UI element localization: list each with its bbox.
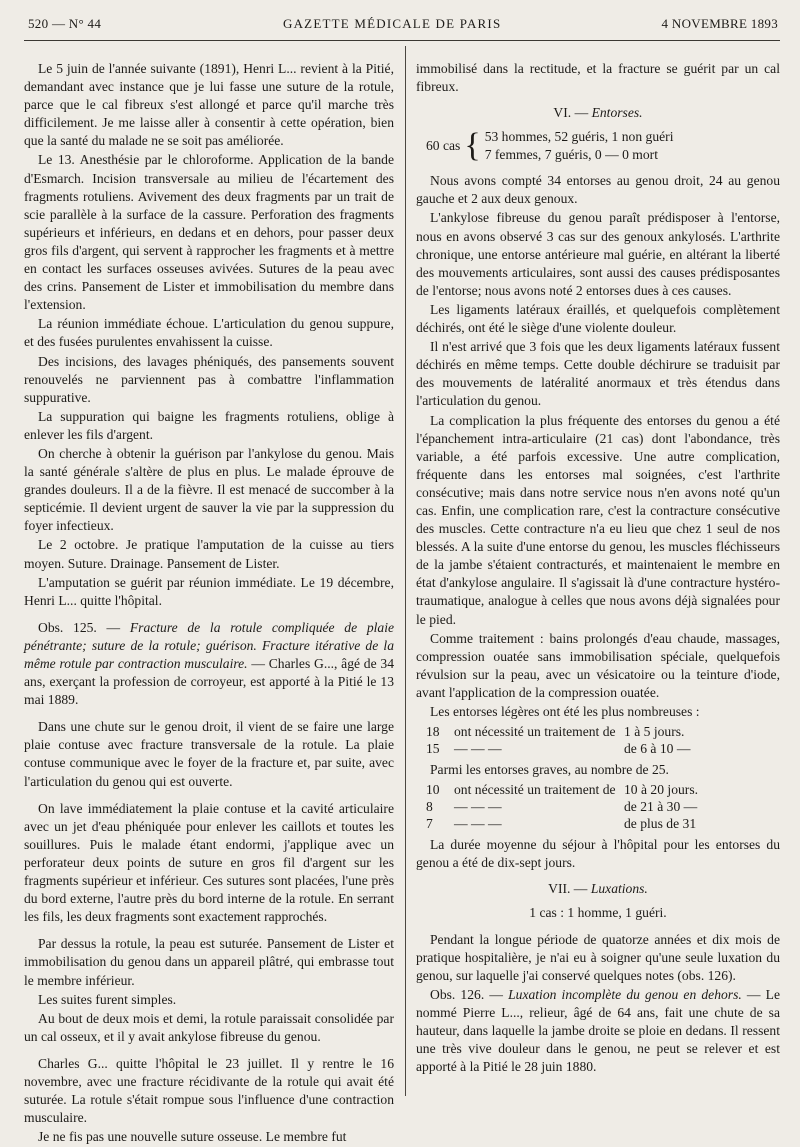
page-number: 520 — N° 44 [28,16,102,31]
paragraph: immobilisé dans la rectitude, et la fracture se guérit par un cal fibreux. [416,61,780,95]
treatment-table-severe [426,781,780,832]
paragraph: Le 2 octobre. Je pratique l'amputation de la cuisse au tiers moyen. Suture. Drainage. Pansement de Lister. [24,537,394,571]
observation-title: Fracture de la rotule compliquée de plaie pénétrante; suture de la rotule; guérison. Fracture itérative de la même rotule par contraction musculaire. [24,619,394,671]
section-number: VI. — [553,105,589,121]
case-summary: 1 cas : 1 homme, 1 guéri. [529,905,667,921]
observation-text: — Le nommé Pierre L..., relieur, âgé de 64 ans, fait une chute de sa hauteur, dans laquelle la jambe droite se ploie en dedans. Il ressent une très vive douleur dans le genou, ne peut se relever et est apporté à la Pitié le 28 juin 1880. [416,986,780,1075]
section-heading-entorses [416,104,780,122]
table-row [426,815,780,832]
table-row [426,798,780,815]
paragraph: L'amputation se guérit par réunion immédiate. Le 19 décembre, Henri L... quitte l'hôpital. [24,574,394,608]
table-cell: de 6 à 10 — [624,741,691,757]
table-cell: de plus de 31 [624,816,697,832]
table-cell: — — — [454,741,502,757]
paragraph: Par dessus la rotule, la peau est suturée. Pansement de Lister et immobilisation du genou dans un appareil plâtré, qui embrasse tout le membre inférieur. [24,936,394,988]
page-header [28,16,778,38]
header-rule [24,40,780,41]
observation-title: Luxation incomplète du genou en dehors. [508,986,742,1002]
section-title: Entorses. [591,105,643,121]
table-cell: — — — [454,816,502,832]
section-number: VII. — [548,881,588,897]
paragraph: Au bout de deux mois et demi, la rotule paraissait consolidée par un cal osseux, et il y avait ankylose fibreuse du genou. [24,1010,394,1044]
observation-text: — Charles G..., âgé de 34 ans, exerçant la profession de corroyeur, est apporté à la Pitié le 13 mai 1889. [24,656,394,708]
table-cell: 8 [426,799,433,815]
right-column [416,60,780,1077]
observation-label: Obs. 126. — [430,986,503,1002]
paragraph: Parmi les entorses graves, au nombre de 25. [430,762,669,778]
case-count: 60 cas [426,138,461,154]
table-row [426,781,780,798]
table-cell: 10 à 20 jours. [624,782,699,798]
paragraph: Nous avons compté 34 entorses au genou droit, 24 au genou gauche et 2 aux deux genoux. [416,173,780,207]
table-row [426,740,780,757]
table-cell: de 21 à 30 — [624,799,698,815]
paragraph: On cherche à obtenir la guérison par l'ankylose du genou. Mais la santé générale s'altère de plus en plus. Le malade éprouve de grandes douleurs. Il a de la fièvre. Il est menacé de succomber à la septicémie. Il devient urgent de sauver la vie par la suppression du foyer infectieux. [24,445,394,534]
table-cell: 15 [426,741,440,757]
observation-125 [24,619,394,709]
paragraph: Les entorses légères ont été les plus nombreuses : [430,704,700,719]
table-cell: — — — [454,799,502,815]
paragraph: Le 13. Anesthésie par le chloroforme. Application de la bande d'Esmarch. Incision transversale au milieu de l'écartement des fragments rotuliens. Avivement des deux fragments par un trait de scie parallèle à la surface de la cassure. Perforation des fragments supérieurs et inférieurs, en dedans et en dehors, pour passer deux gros fils d'argent, qui servent à rapprocher les fragments et à mettre en contact les surfaces osseuses avivées. Sutures de la peau avec des crins. Pansement de Lister et immobilisation du membre dans l'extension. [24,152,394,313]
paragraph: Des incisions, des lavages phéniqués, des pansements souvent renouvelés ne parviennent pas à combattre l'inflammation suppurative. [24,353,394,405]
paragraph: Les suites furent simples. [38,991,177,1007]
paragraph: Dans une chute sur le genou droit, il vient de se faire une large plaie contuse avec fracture transversale de la rotule. La plaie contuse communique avec le foyer de la fracture et, par suite, avec l'articulation du genou qui est ouverte. [24,719,394,789]
paragraph: Il n'est arrivé que 3 fois que les deux ligaments latéraux fussent déchirés en même temps. Cette double déchirure se traduisit par des mouvements de latéralité anormaux et très étendus dans l'articulation du genou. [416,339,780,409]
case-summary [426,128,780,164]
section-heading-luxations [416,880,780,898]
table-cell: ont nécessité un traitement de [454,724,616,740]
paragraph: Charles G... quitte l'hôpital le 23 juillet. Il y rentre le 16 novembre, avec une fracture récidivante de la rotule qui avait été suturée. La rotule s'était rompue sous l'influence d'une contraction musculaire. [24,1055,394,1126]
table-row [426,723,780,740]
case-line: 7 femmes, 7 guéris, 0 — 0 mort [484,147,658,163]
issue-date: 4 NOVEMBRE 1893 [661,16,778,31]
table-cell: 10 [426,782,440,798]
paragraph: Je ne fis pas une nouvelle suture osseuse. Le membre fut [38,1129,347,1145]
table-cell: 1 à 5 jours. [624,724,685,740]
observation-126 [416,986,780,1076]
paragraph: La durée moyenne du séjour à l'hôpital pour les entorses du genou a été de dix-sept jours. [416,837,780,871]
table-cell: 18 [426,724,440,740]
paragraph: Le 5 juin de l'année suivante (1891), Henri L... revient à la Pitié, demandant avec instance que je lui fasse une suture de la rotule, parce que le cal fibreux s'est allongé et parce qu'il marche très difficilement. Je me laisse aller à consentir à cette opération, bien que la santé du malade ne se soit pas améliorée. [24,61,394,149]
section-title: Luxations. [590,881,648,897]
paragraph: Comme traitement : bains prolongés d'eau chaude, massages, compression ouatée sans immobilisation spéciale, quelquefois révulsion sur la peau, avec un vésicatoire ou la teinture d'iode, avant l'application de la compression ouatée. [416,630,780,700]
paragraph: On lave immédiatement la plaie contuse et la cavité articulaire avec un jet d'eau phéniquée pour enlever les caillots et toutes les souillures. Puis le malade étant endormi, j'applique avec un perforateur deux points de suture en gros fil d'argent sur les fragments supérieur et inférieur. Ces sutures sont placées, l'une près du bord externe, l'autre près du bord interne de la rotule. En serrant les fils, les deux fragments sont exactement rapprochés. [24,800,394,925]
journal-title: GAZETTE MÉDICALE DE PARIS [283,16,502,31]
paragraph: Pendant la longue période de quatorze années et dix mois de pratique hospitalière, je n'ai eu à soigner qu'une seule luxation du genou, sur laquelle j'ai conservé quelques notes (obs. 126). [416,931,780,983]
table-cell: 7 [426,816,433,832]
observation-label: Obs. 125. — [38,619,121,635]
paragraph: Les ligaments latéraux éraillés, et quelquefois complètement déchirés, ont été le siège d'une violente douleur. [416,301,780,336]
table-cell: ont nécessité un traitement de [454,782,616,798]
column-divider [405,46,406,1096]
paragraph: La complication la plus fréquente des entorses du genou a été l'épanchement intra-articulaire (21 cas) dont l'abondance, très variable, a été parfois excessive. Une autre complication, fréquente dans les entorses mal soignées, c'est l'arthrite consécutive; mais dans notre service nous n'en avons noté qu'un cas. Enfin, une complication rare, c'est la contracture consécutive des muscles. Cette contracture n'a eu lieu que chez 1 seul de nos blessés. A la suite d'une entorse du genou, les muscles fléchisseurs de la jambe s'étaient contracturés, et maintenaient le membre en état d'ankylose angulaire. Il s'agissait là d'une contracture hystéro-traumatique, analogue à celles que nous avons déjà signalées pour le pied. [416,412,780,627]
brace-glyph: { [464,127,481,165]
case-line: 53 hommes, 52 guéris, 1 non guéri [484,129,674,145]
treatment-table-light [426,723,780,757]
paragraph: La suppuration qui baigne les fragments rotuliens, oblige à enlever les fils d'argent. [24,408,394,442]
paragraph: L'ankylose fibreuse du genou paraît prédisposer à l'entorse, nous en avons observé 3 cas sur des genoux ankylosés. L'arthrite chronique, une entorse antérieure mal guérie, en altérant la liberté des mouvements articulaires, sont aussi des causes prédisposantes de l'entorse; nous avons noté 2 entorses dues à ces causes. [416,210,780,298]
left-column [24,60,394,1147]
paragraph: La réunion immédiate échoue. L'articulation du genou suppure, et des fusées purulentes envahissent la cuisse. [24,316,394,350]
